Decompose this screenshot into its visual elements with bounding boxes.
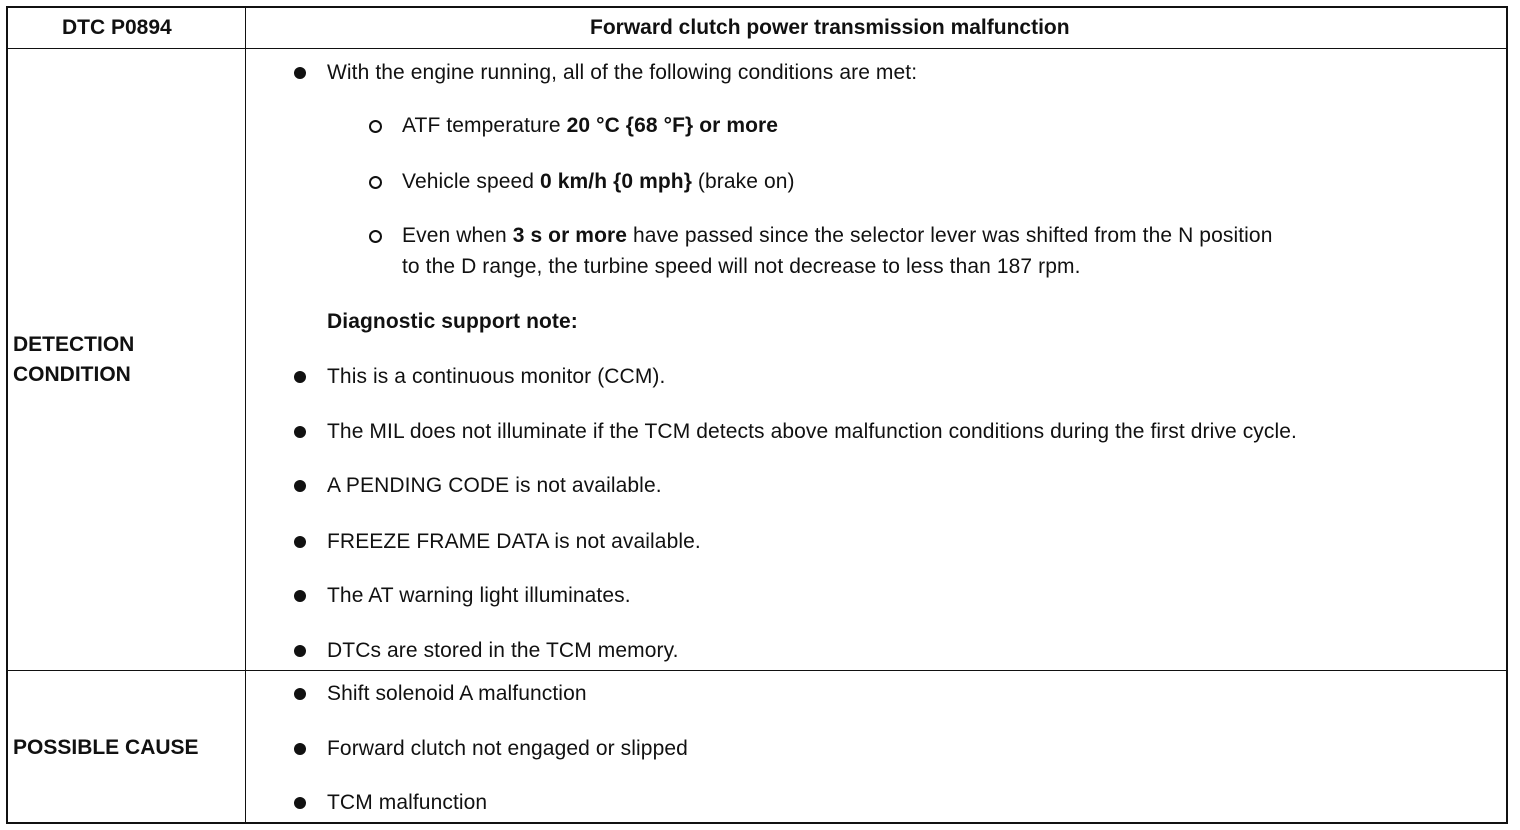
bullet-icon bbox=[294, 590, 306, 602]
note-item: FREEZE FRAME DATA is not available. bbox=[327, 530, 701, 553]
detection-intro: With the engine running, all of the following conditions are met: bbox=[327, 61, 918, 84]
dtc-description: Forward clutch power transmission malfunction bbox=[590, 16, 1070, 39]
bullet-icon bbox=[294, 797, 306, 809]
bullet-icon bbox=[294, 688, 306, 700]
bullet-icon bbox=[294, 743, 306, 755]
detection-label-line1: DETECTION bbox=[13, 333, 135, 356]
bullet-icon bbox=[294, 371, 306, 383]
note-item: The AT warning light illuminates. bbox=[327, 584, 631, 607]
bullet-icon bbox=[294, 480, 306, 492]
header-divider bbox=[8, 48, 1506, 49]
condition-turbine-speed-line2: to the D range, the turbine speed will not decrease to less than 187 rpm. bbox=[402, 255, 1081, 278]
column-divider bbox=[245, 8, 246, 822]
circle-bullet-icon bbox=[369, 120, 382, 133]
cause-item: Forward clutch not engaged or slipped bbox=[327, 737, 688, 760]
note-item: The MIL does not illuminate if the TCM detects above malfunction conditions during the first drive cycle. bbox=[327, 420, 1297, 443]
dtc-code: DTC P0894 bbox=[62, 16, 172, 39]
note-item: A PENDING CODE is not available. bbox=[327, 474, 662, 497]
possible-cause-label: POSSIBLE CAUSE bbox=[13, 736, 199, 759]
detection-label-line2: CONDITION bbox=[13, 363, 131, 386]
cause-item: Shift solenoid A malfunction bbox=[327, 682, 587, 705]
condition-vehicle-speed: Vehicle speed 0 km/h {0 mph} (brake on) bbox=[402, 170, 795, 193]
cause-item: TCM malfunction bbox=[327, 791, 488, 814]
section-divider bbox=[8, 670, 1506, 671]
diagnostic-note-title: Diagnostic support note: bbox=[327, 310, 578, 333]
condition-turbine-speed: Even when 3 s or more have passed since the selector lever was shifted from the N position bbox=[402, 224, 1273, 247]
bullet-icon bbox=[294, 645, 306, 657]
bullet-icon bbox=[294, 536, 306, 548]
note-item: DTCs are stored in the TCM memory. bbox=[327, 639, 679, 662]
bullet-icon bbox=[294, 67, 306, 79]
note-item: This is a continuous monitor (CCM). bbox=[327, 365, 666, 388]
circle-bullet-icon bbox=[369, 176, 382, 189]
bullet-icon bbox=[294, 426, 306, 438]
condition-atf-temperature: ATF temperature 20 °C {68 °F} or more bbox=[402, 114, 779, 137]
circle-bullet-icon bbox=[369, 230, 382, 243]
